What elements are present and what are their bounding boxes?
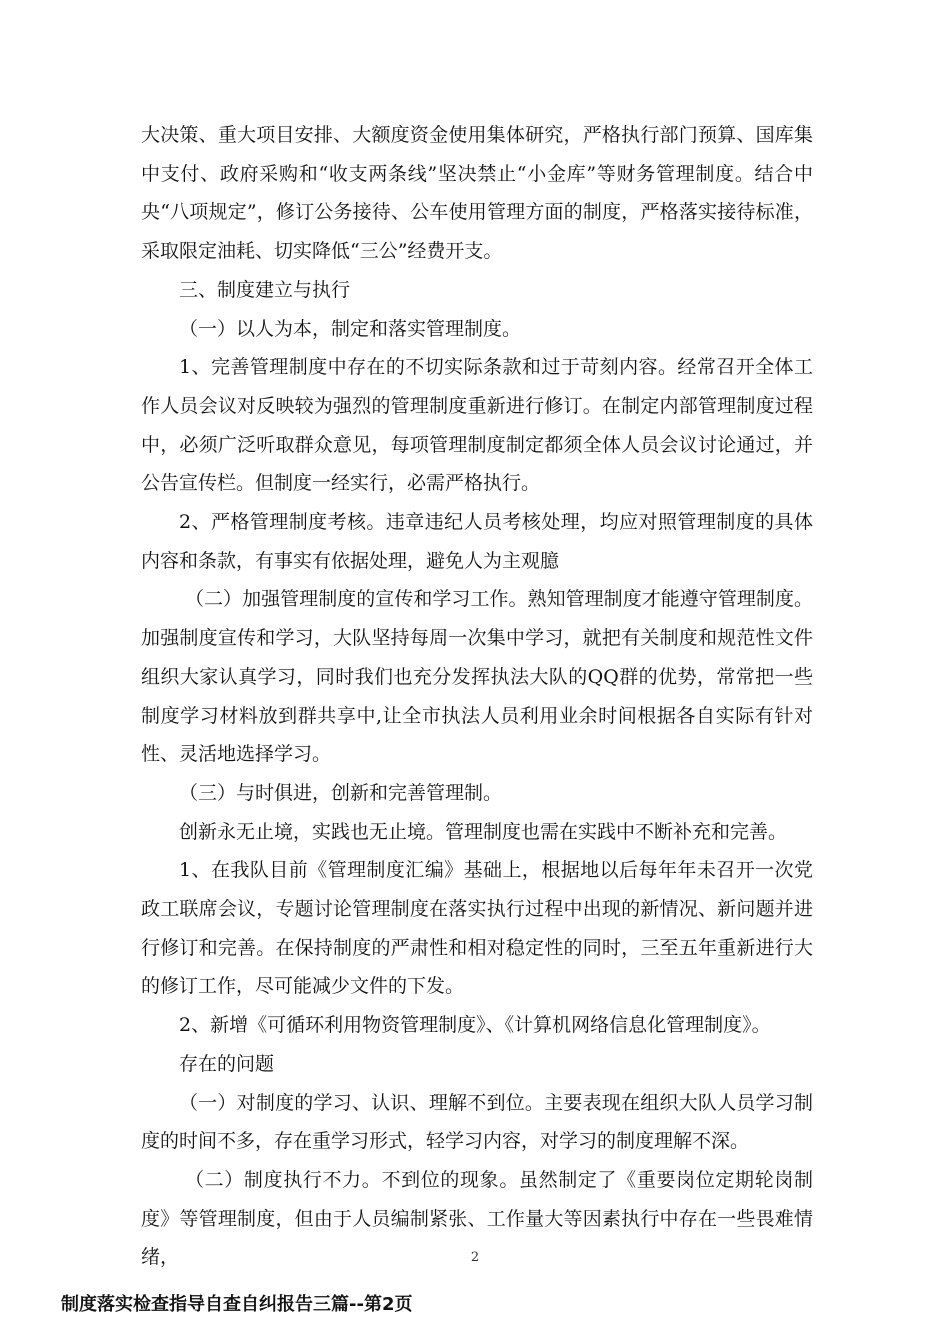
section-heading-3: 三、制度建立与执行 [179, 278, 351, 301]
paragraph-4: （二）加强管理制度的宣传和学习工作。熟知管理制度才能遵守管理制度。加强制度宣传和学习，大队坚持每周一次集中学习，就把有关制度和规范性文件组织大家认真学习，同时我们也充分发挥执法大队的QQ群的优势，常常把一些制度学习材料放到群共享中,让全市执法人员利用业余时间根据各自实际有针对性、灵活地选择学习。 [141, 588, 813, 766]
paragraph-5: 创新永无止境，实践也无止境。管理制度也需在实践中不断补充和完善。 [179, 820, 788, 843]
paragraph-2: 1、完善管理制度中存在的不切实际条款和过于苛刻内容。经常召开全体工作人员会议对反映较为强烈的管理制度重新进行修订。在制定内部管理制度过程中，必须广泛听取群众意见，每项管理制度制定都须全体人员会议讨论通过，并公告宣传栏。但制度一经实行，必需严格执行。 [141, 356, 813, 495]
page-number: 2 [470, 1250, 480, 1265]
footer-title: 制度落实检查指导自查自纠报告三篇--第2页 [61, 1294, 413, 1315]
paragraph-6: 1、在我队目前《管理制度汇编》基础上，根据地以后每年年未召开一次党政工联席会议，专题讨论管理制度在落实执行过程中出现的新情况、新问题并进行修订和完善。在保持制度的严肃性和相对稳定性的同时，三至五年重新进行大的修订工作，尽可能减少文件的下发。 [141, 859, 813, 998]
paragraph-1: 大决策、重大项目安排、大额度资金使用集体研究，严格执行部门预算、国库集中支付、政府采购和“收支两条线”坚决禁止“小金库”等财务管理制度。结合中央“八项规定”，修订公务接待、公车使用管理方面的制度，严格落实接待标准，采取限定油耗、切实降低“三公”经费开支。 [141, 124, 813, 263]
paragraph-9: （二）制度执行不力。不到位的现象。虽然制定了《重要岗位定期轮岗制度》等管理制度，但由于人员编制紧张、工作量大等因素执行中存在一些畏难情绪， [141, 1168, 813, 1269]
paragraph-8: （一）对制度的学习、认识、理解不到位。主要表现在组织大队人员学习制度的时间不多，存在重学习形式，轻学习内容，对学习的制度理解不深。 [141, 1091, 813, 1153]
subsection-heading-3: （三）与时俱进，创新和完善管理制。 [179, 781, 503, 804]
paragraph-7: 2、新增《可循环利用物资管理制度》、《计算机网络信息化管理制度》。 [179, 1014, 771, 1037]
paragraph-3: 2、严格管理制度考核。违章违纪人员考核处理，均应对照管理制度的具体内容和条款，有事实有依据处理，避免人为主观臆 [141, 511, 813, 572]
subsection-heading-1: （一）以人为本，制定和落实管理制度。 [179, 317, 522, 340]
document-body [141, 116, 813, 1277]
problems-heading: 存在的问题 [179, 1052, 275, 1075]
